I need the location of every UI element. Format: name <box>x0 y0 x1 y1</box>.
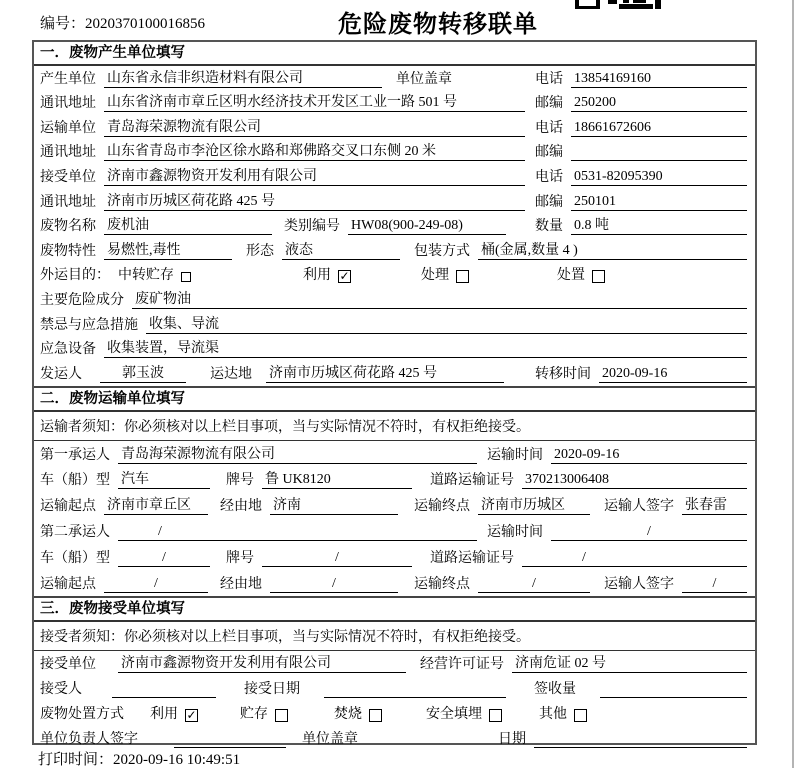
carrier2-label: 第二承运人 <box>40 524 110 540</box>
transporter-phone-value: 18661672606 <box>571 119 747 137</box>
unit-seal-label: 单位盖章 <box>302 731 358 747</box>
print-time-value: 2020-09-16 10:49:51 <box>113 752 241 768</box>
waste-name-label: 废物名称 <box>40 219 96 235</box>
transporter-address-row <box>34 140 755 165</box>
disposal-use-label: 利用 <box>150 706 178 722</box>
transport-time1-value: 2020-09-16 <box>551 446 747 464</box>
producer-phone-group <box>535 70 747 88</box>
received-qty-label: 签收量 <box>534 681 576 697</box>
disposal-store-checkbox <box>275 709 288 722</box>
transporter-notice: 运输者须知：你必须核对以上栏目事项，当与实际情况不符时，有权拒绝接受。 <box>34 412 755 441</box>
emergency-label: 禁忌与应急措施 <box>40 317 138 333</box>
hazard-value: 废矿物油 <box>132 291 747 309</box>
equipment-value: 收集装置，导流渠 <box>104 340 747 358</box>
print-time <box>38 748 240 769</box>
phone-label: 电话 <box>535 169 563 185</box>
doc-number <box>40 12 205 33</box>
treat-checkbox <box>456 270 469 283</box>
phone-label: 电话 <box>535 71 563 87</box>
endpoint2-value: / <box>478 575 590 593</box>
destination-label: 运达地 <box>210 366 252 382</box>
shipper-label: 发运人 <box>40 366 82 382</box>
producer-row <box>34 66 755 91</box>
origin-label: 运输起点 <box>40 576 96 592</box>
waste-name-row <box>34 214 755 239</box>
route2-row <box>34 570 755 596</box>
accept-date-value <box>324 681 506 698</box>
road-license-label: 道路运输证号 <box>430 473 514 489</box>
transfer-purpose-row <box>34 263 755 288</box>
producer-zip-group <box>535 94 747 112</box>
responsible-sign-value <box>174 731 286 748</box>
phone-label: 电话 <box>535 120 563 136</box>
transporter-address-value: 山东省青岛市李沧区徐水路和郑佛路交叉口东侧 20 米 <box>104 143 525 161</box>
carrier-sign2-value: / <box>682 575 747 593</box>
transporter-unit-label: 运输单位 <box>40 120 96 136</box>
plate2-value: / <box>262 549 412 567</box>
via1-value: 济南 <box>270 497 398 515</box>
permit-label: 经营许可证号 <box>420 656 504 672</box>
endpoint-label: 运输终点 <box>414 576 470 592</box>
transport-time-label: 运输时间 <box>487 524 543 540</box>
doc-number-label: 编号： <box>40 16 86 32</box>
receiver-row <box>34 164 755 189</box>
road-license1-value: 370213006408 <box>522 471 747 489</box>
equipment-label: 应急设备 <box>40 342 96 358</box>
received-qty-value <box>600 681 747 698</box>
transport-time2-group <box>487 523 747 541</box>
disposal-other-label: 其他 <box>539 706 567 722</box>
packing-label: 包装方式 <box>414 243 470 259</box>
carrier1-value: 青岛海荣源物流有限公司 <box>118 446 477 464</box>
address-label: 通讯地址 <box>40 194 96 210</box>
transport-time2-value: / <box>551 523 747 541</box>
emergency-measures-row <box>34 312 755 337</box>
transfer-time-value: 2020-09-16 <box>599 365 747 383</box>
acceptor-label: 接受人 <box>40 681 82 697</box>
waste-characteristics-row <box>34 238 755 263</box>
disposal-incinerate-label: 焚烧 <box>334 706 362 722</box>
hazard-components-row <box>34 287 755 312</box>
zip-label: 邮编 <box>535 96 563 112</box>
receiver-address-row <box>34 189 755 214</box>
receiver-notice: 接受者须知：你必须核对以上栏目事项，当与实际情况不符时，有权拒绝接受。 <box>34 622 755 651</box>
characteristics-label: 废物特性 <box>40 243 96 259</box>
storage-checkbox <box>181 272 191 282</box>
receiver-unit-label: 接受单位 <box>40 169 96 185</box>
category-code-label: 类别编号 <box>284 219 340 235</box>
transporter-phone-group <box>535 119 747 137</box>
purpose-option-treat-label: 处理 <box>421 268 449 284</box>
print-time-label: 打印时间： <box>38 752 114 768</box>
plate-label: 牌号 <box>226 473 254 489</box>
accept-unit-value: 济南市鑫源物资开发利用有限公司 <box>118 655 406 673</box>
responsible-sign-row <box>34 726 755 751</box>
zip-label: 邮编 <box>535 194 563 210</box>
origin-label: 运输起点 <box>40 499 96 515</box>
waste-name-value: 废机油 <box>104 217 272 235</box>
shipper-row <box>34 361 755 386</box>
characteristics-value: 易燃性,毒性 <box>104 242 232 260</box>
accept-unit-row <box>34 651 755 676</box>
transporter-unit-value: 青岛海荣源物流有限公司 <box>104 119 525 137</box>
producer-unit-value: 山东省永信非织造材料有限公司 <box>104 70 382 88</box>
accept-date-label: 接受日期 <box>244 681 300 697</box>
disposal-method-row <box>34 701 755 726</box>
qr-code-fragment <box>575 0 661 9</box>
carrier-sign-label: 运输人签字 <box>604 576 674 592</box>
plate-label: 牌号 <box>226 550 254 566</box>
purpose-option-use-label: 利用 <box>303 268 331 284</box>
road-license2-value: / <box>522 549 747 567</box>
disposal-other-checkbox <box>574 709 587 722</box>
quantity-group <box>535 217 747 235</box>
carrier-sign-label: 运输人签字 <box>604 499 674 515</box>
form-label: 形态 <box>246 243 274 259</box>
vehicle-type-label: 车（船）型 <box>40 473 110 489</box>
carrier2-row <box>34 518 755 544</box>
section-receiver <box>34 596 755 751</box>
transfer-time-label: 转移时间 <box>535 366 591 382</box>
form-value: 液态 <box>282 242 400 260</box>
disposal-method-label: 废物处置方式 <box>40 706 124 722</box>
transfer-time-group <box>535 365 747 383</box>
transport-time1-group <box>487 446 747 464</box>
address-label: 通讯地址 <box>40 145 96 161</box>
vehicle-type2-value: / <box>118 549 210 567</box>
via2-value: / <box>270 575 398 593</box>
disposal-landfill-checkbox <box>489 709 502 722</box>
manifest-form-table <box>32 40 757 745</box>
via-label: 经由地 <box>220 576 262 592</box>
date-label: 日期 <box>498 731 526 747</box>
quantity-label: 数量 <box>535 219 563 235</box>
zip-label: 邮编 <box>535 145 563 161</box>
producer-zip-value: 250200 <box>571 94 747 112</box>
acceptor-value <box>112 681 216 698</box>
purpose-option-dispose-label: 处置 <box>557 268 585 284</box>
purpose-label: 外运目的： <box>40 268 110 284</box>
acceptor-row <box>34 676 755 701</box>
use-checkbox: ✓ <box>339 269 350 284</box>
section-producer <box>34 42 755 386</box>
shipper-value: 郭玉波 <box>100 365 186 383</box>
vehicle-type-label: 车（船）型 <box>40 550 110 566</box>
carrier2-value: / <box>118 523 477 541</box>
carrier1-row <box>34 441 755 467</box>
destination-value: 济南市历城区荷花路 425 号 <box>266 365 504 383</box>
transport-time-label: 运输时间 <box>487 447 543 463</box>
disposal-store-label: 贮存 <box>240 706 268 722</box>
emergency-value: 收集、导流 <box>146 316 747 334</box>
receiver-phone-group <box>535 168 747 186</box>
receiver-zip-group <box>535 193 747 211</box>
disposal-landfill-label: 安全填埋 <box>426 706 482 722</box>
producer-unit-label: 产生单位 <box>40 71 96 87</box>
producer-address-value: 山东省济南市章丘区明水经济技术开发区工业一路 501 号 <box>104 94 525 112</box>
receiver-phone-value: 0531-82095390 <box>571 168 747 186</box>
endpoint1-value: 济南市历城区 <box>478 497 590 515</box>
purpose-option-storage-label: 中转贮存 <box>118 268 174 284</box>
category-code-value: HW08(900-249-08) <box>348 217 506 235</box>
endpoint-label: 运输终点 <box>414 499 470 515</box>
unit-seal-label: 单位盖章 <box>396 71 452 87</box>
date-value <box>534 731 747 748</box>
producer-address-row <box>34 91 755 116</box>
dispose-checkbox <box>592 270 605 283</box>
address-label: 通讯地址 <box>40 96 96 112</box>
disposal-use-checkbox: ✓ <box>186 707 197 722</box>
section2-header: 二．废物运输单位填写 <box>34 388 755 412</box>
responsible-sign-label: 单位负责人签字 <box>40 731 138 747</box>
plate1-value: 鲁 UK8120 <box>262 471 412 489</box>
page-title: 危险废物转移联单 <box>338 11 538 38</box>
vehicle1-row <box>34 467 755 493</box>
doc-number-value: 2020370100016856 <box>85 16 206 32</box>
quantity-value: 0.8 吨 <box>571 217 747 235</box>
transporter-row <box>34 115 755 140</box>
packing-value: 桶(金属,数量 4 ) <box>478 242 747 260</box>
accept-unit-label: 接受单位 <box>40 656 96 672</box>
road-license-label: 道路运输证号 <box>430 550 514 566</box>
section1-header: 一．废物产生单位填写 <box>34 42 755 66</box>
emergency-equipment-row <box>34 337 755 362</box>
hazard-label: 主要危险成分 <box>40 292 124 308</box>
origin1-value: 济南市章丘区 <box>104 497 208 515</box>
permit-value: 济南危证 02 号 <box>512 655 747 673</box>
transporter-zip-group <box>535 144 747 161</box>
page-edge-line <box>792 0 794 768</box>
origin2-value: / <box>104 575 208 593</box>
carrier-sign1-value: 张春雷 <box>682 497 747 515</box>
vehicle2-row <box>34 544 755 570</box>
receiver-address-value: 济南市历城区荷花路 425 号 <box>104 193 525 211</box>
receiver-zip-value: 250101 <box>571 193 747 211</box>
vehicle-type1-value: 汽车 <box>118 471 210 489</box>
disposal-incinerate-checkbox <box>369 709 382 722</box>
carrier1-label: 第一承运人 <box>40 447 110 463</box>
section3-header: 三．废物接受单位填写 <box>34 598 755 622</box>
receiver-unit-value: 济南市鑫源物资开发利用有限公司 <box>104 168 525 186</box>
producer-phone-value: 13854169160 <box>571 70 747 88</box>
route1-row <box>34 492 755 518</box>
via-label: 经由地 <box>220 499 262 515</box>
section-transporter <box>34 386 755 596</box>
transporter-zip-value <box>571 144 747 161</box>
